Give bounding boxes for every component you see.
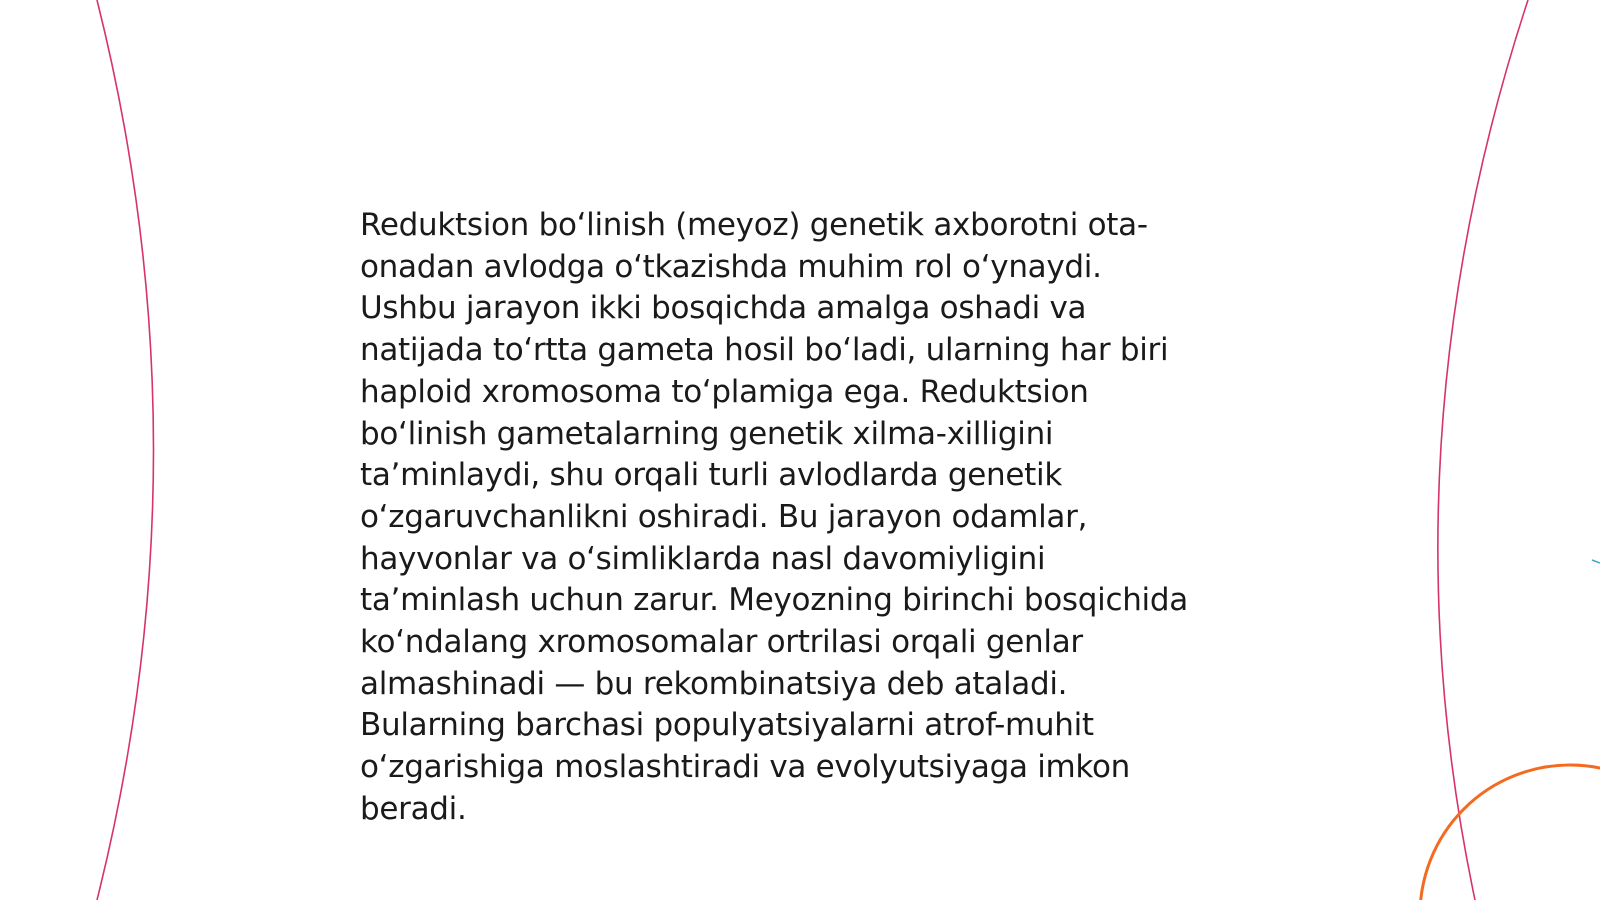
body-line: hayvonlar va o‘simliklarda nasl davomiyligini — [360, 540, 1046, 577]
body-line: natijada to‘rtta gameta hosil bo‘ladi, ularning har biri — [360, 332, 1169, 369]
body-paragraph — [360, 205, 1260, 831]
body-line: ta’minlaydi, shu orqali turli avlodlarda genetik — [360, 457, 1062, 494]
body-line: haploid xromosoma to‘plamiga ega. Reduktsion — [360, 373, 1089, 410]
corner-arc-decoration — [1420, 765, 1600, 900]
body-line: almashinadi — bu rekombinatsiya deb ataladi. — [360, 665, 1068, 702]
body-line: Reduktsion bo‘linish (meyoz) genetik axborotni ota- — [360, 207, 1148, 243]
body-line: bo‘linish gametalarning genetik xilma-xilligini — [360, 415, 1054, 452]
body-line: onadan avlodga o‘tkazishda muhim rol o‘ynaydi. — [360, 248, 1102, 285]
body-line: ta’minlash uchun zarur. Meyozning birinchi bosqichida — [360, 582, 1188, 619]
edge-tick-decoration — [1592, 560, 1600, 563]
body-line: Bularning barchasi populyatsiyalarni atrof-muhit — [360, 707, 1094, 744]
body-line: Ushbu jarayon ikki bosqichda amalga oshadi va — [360, 290, 1087, 327]
body-line: o‘zgaruvchanlikni oshiradi. Bu jarayon odamlar, — [360, 498, 1088, 535]
right-curve-decoration — [1438, 0, 1528, 900]
body-line: ko‘ndalang xromosomalar ortrilasi orqali genlar — [360, 624, 1083, 661]
body-line: o‘zgarishiga moslashtiradi va evolyutsiyaga imkon — [360, 749, 1130, 786]
body-line: beradi. — [360, 790, 467, 827]
left-curve-decoration — [97, 0, 154, 900]
